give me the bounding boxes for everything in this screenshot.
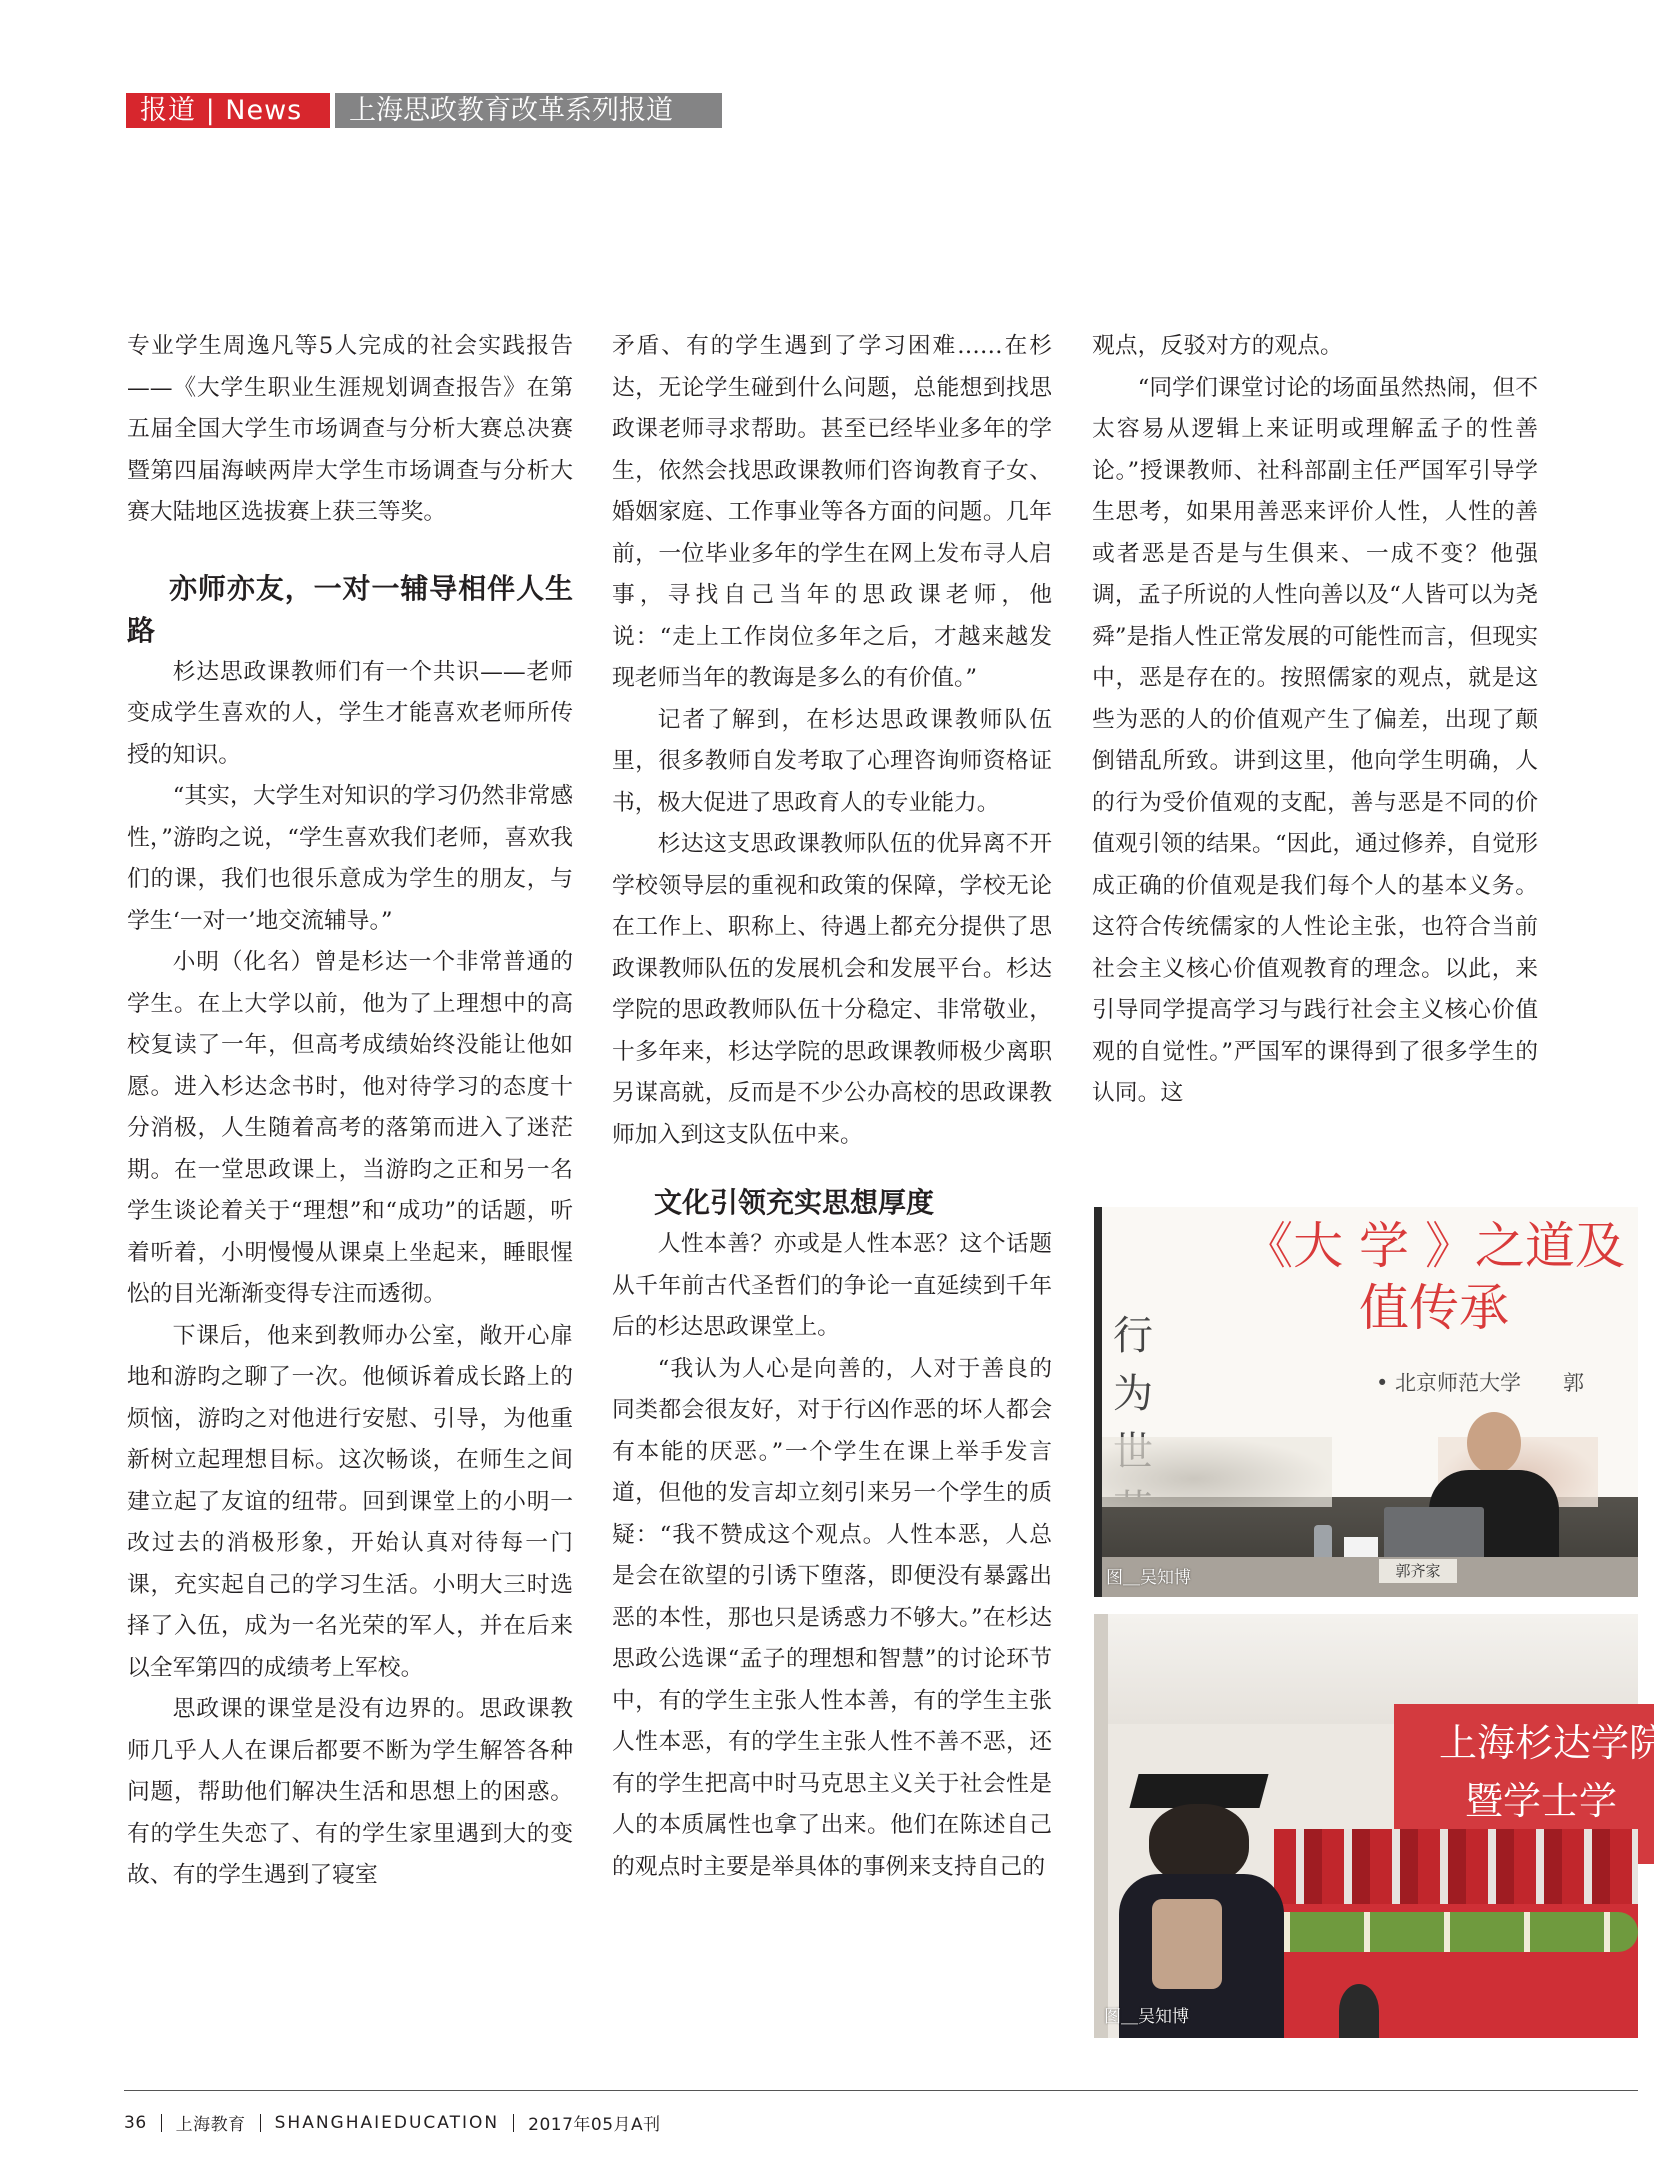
flower-pots xyxy=(1244,1912,1638,1952)
paragraph: 专业学生周逸凡等5人完成的社会实践报告——《大学生职业生涯规划调查报告》在第五届全国大学生市场调查与分析大赛总决赛暨第四届海峡两岸大学生市场调查与分析大赛大陆地区选拔赛上获三等奖。 xyxy=(127,333,573,525)
paragraph: 杉达这支思政课教师队伍的优异离不开学校领导层的重视和政策的保障，学校无论在工作上、职称上、待遇上都充分提供了思政课教师队伍的发展机会和发展平台。杉达学院的思政教师队伍十分稳定、非常敬业，十多年来，杉达学院的思政课教师极少离职另谋高就，反而是不少公办高校的思政课教师加入到这支队伍中来。 xyxy=(612,831,1052,1148)
paragraph: 思政课的课堂是没有边界的。思政课教师几乎人人在课后都要不断为学生解答各种问题，帮助他们解决生活和思想上的困惑。有的学生失恋了、有的学生家里遇到大的变故、有的学生遇到了寝室 xyxy=(127,1696,573,1888)
lecture-photo xyxy=(1094,1207,1638,1597)
column-1 xyxy=(127,326,573,1897)
banner-text: 上海杉达学院 暨学士学 xyxy=(1439,1721,1667,1823)
paragraph: “同学们课堂讨论的场面虽然热闹，但不太容易从逻辑上来证明或理解孟子的性善论。”授课教师、社科部副主任严国军引导学生思考，如果用善恶来评价人性，人性的善或者恶是否是与生俱来、一成不变？他强调，孟子所说的人性向善以及“人皆可以为尧舜”是指人性正常发展的可能性而言，但现实中，恶是存在的。按照儒家的观点，就是这些为恶的人的价值观产生了偏差，出现了颠倒错乱所致。讲到这里，他向学生明确，人的行为受价值观的支配，善与恶是不同的价值观引领的结果。“因此，通过修养，自觉形成正确的价值观是我们每个人的基本义务。这符合传统儒家的人性论主张，也符合当前社会主义核心价值观教育的理念。以此，来引导同学提高学习与践行社会主义核心价值观的自觉性。”严国军的课得到了很多学生的认同。这 xyxy=(1092,374,1538,1106)
graduation-photo xyxy=(1094,1614,1667,2038)
series-title: 上海思政教育改革系列报道 xyxy=(335,93,722,128)
audience-child xyxy=(1339,1984,1379,2038)
section-heading: 亦师亦友，一对一辅导相伴人生路 xyxy=(127,571,573,647)
column-3 xyxy=(1092,326,1538,1115)
photo-caption: 图＿吴知博 xyxy=(1104,2007,1189,2027)
paragraph: 杉达思政课教师们有一个共识——老师变成学生喜欢的人，学生才能喜欢老师所传授的知识。 xyxy=(127,658,573,768)
paragraph: 记者了解到，在杉达思政课教师队伍里，很多教师自发考取了心理咨询师资格证书，极大促进了思政育人的专业能力。 xyxy=(612,706,1052,816)
column-2 xyxy=(612,326,1052,1888)
footer-rule xyxy=(124,2090,1638,2091)
calligraphy-scroll: 行为 xyxy=(1113,1313,1153,1417)
paragraph: 观点，反驳对方的观点。 xyxy=(1092,333,1343,359)
magazine-name: 上海教育 xyxy=(175,2115,246,2135)
section-label: 报道 | News xyxy=(126,93,330,128)
paragraph: 人性本善？亦或是人性本恶？这个话题从千年前古代圣哲们的争论一直延续到千年后的杉达思政课堂上。 xyxy=(612,1231,1052,1340)
paragraph: 下课后，他来到教师办公室，敞开心扉地和游昀之聊了一次。他倾诉着成长路上的烦恼，游昀之对他进行安慰、引导，为他重新树立起理想目标。这次畅谈，在师生之间建立起了友谊的纽带。回到课堂上的小明一改过去的消极形象，开始认真对待每一门课，充实起自己的学习生活。小明大三时选择了入伍，成为一名光荣的军人，并在后来以全军第四的成绩考上军校。 xyxy=(127,1322,573,1681)
photo-caption: 图＿吴知博 xyxy=(1106,1568,1191,1588)
page-footer xyxy=(124,2110,661,2135)
section-heading: 文化引领充实思想厚度 xyxy=(654,1186,935,1219)
page-number: 36 xyxy=(124,2112,147,2133)
screen-subtitle: • 北京师范大学 郭 xyxy=(1376,1371,1585,1395)
graduate-cap-figure xyxy=(1114,1774,1284,2038)
paragraph: “其实，大学生对知识的学习仍然非常感性，”游昀之说，“学生喜欢我们老师，喜欢我们的课，我们也很乐意成为学生的朋友，与学生‘一对一’地交流辅导。” xyxy=(127,783,573,934)
paragraph: 矛盾、有的学生遇到了学习困难……在杉达，无论学生碰到什么问题，总能想到找思政课老师寻求帮助。甚至已经毕业多年的学生，依然会找思政课教师们咨询教育子女、婚姻家庭、工作事业等各方面的问题。几年前，一位毕业多年的学生在网上发布寻人启事，寻找自己当年的思政课老师，他说：“走上工作岗位多年之后，才越来越发现老师当年的教诲是多么的有价值。” xyxy=(612,333,1052,691)
paragraph: 小明（化名）曾是杉达一个非常普通的学生。在上大学以前，他为了上理想中的高校复读了一年，但高考成绩始终没能让他如愿。进入杉达念书时，他对待学习的态度十分消极，人生随着高考的落第而进入了迷茫期。在一堂思政课上，当游昀之正和另一名学生谈论着关于“理想”和“成功”的话题，听着听着，小明慢慢从课桌上坐起来，睡眼惺忪的目光渐渐变得专注而透彻。 xyxy=(127,949,573,1307)
nameplate: 郭齐家 xyxy=(1379,1559,1457,1583)
issue-date: 2017年05月A刊 xyxy=(528,2115,661,2135)
screen-title: 《大 学 》之道及 值传承 xyxy=(1243,1217,1625,1337)
page-header xyxy=(126,93,722,128)
magazine-name-en: SHANGHAIEDUCATION xyxy=(274,2112,500,2133)
paragraph: “我认为人心是向善的，人对于善良的同类都会很友好，对于行凶作恶的坏人都会有本能的厌恶。”一个学生在课上举手发言道，但他的发言却立刻引来另一个学生的质疑：“我不赞成这个观点。人性本恶，人总是会在欲望的引诱下堕落，即便没有暴露出恶的本性，那也只是诱惑力不够大。”在杉达思政公选课“孟子的理想和智慧”的讨论环节中，有的学生主张人性本善，有的学生主张人性本恶，有的学生主张人性不善不恶，还有的学生把高中时马克思主义关于社会性是人的本质属性也拿了出来。他们在陈述自己的观点时主要是举具体的事例来支持自己的 xyxy=(612,1355,1052,1880)
